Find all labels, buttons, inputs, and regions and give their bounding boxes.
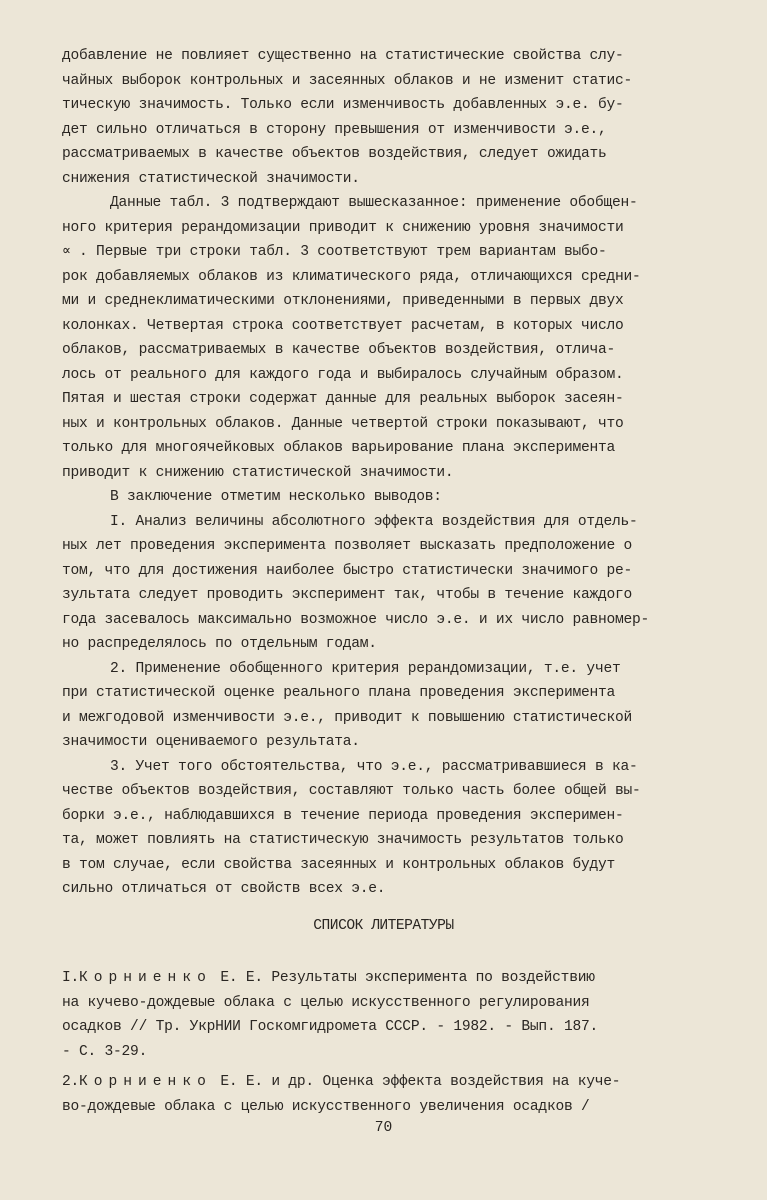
page-number: 70 [374,1120,393,1136]
paragraph-1 [62,44,730,191]
text-line: том, что для достижения наиболее быстро статистически значимого ре- [62,562,633,579]
text-line: та, может повлиять на статистическую значимость результатов только [62,832,624,848]
reference-author: Корниенко [79,970,212,986]
reference-title: Результаты эксперимента по воздействию [271,970,595,986]
paragraph-3 [62,485,730,510]
reference-continuation: - С. 3-29. [62,1043,148,1060]
reference-first-line [62,966,752,991]
text-line: года засевалось максимально возможное число э.е. и их число равномер- [62,611,650,628]
reference-continuation: осадков // Тр. УкрНИИ Госкомгидромета СССР. - 1982. - Вып. 187. [62,1019,598,1035]
reference-item [62,1070,752,1119]
reference-initials: Е. Е. и др. [220,1074,314,1090]
reference-title: Оценка эффекта воздействия на куче- [322,1074,621,1090]
reference-initials: Е. Е. [220,970,263,986]
paragraph-5 [62,657,730,755]
text-line: ми и среднеклиматическими отклонениями, приведенными в первых двух [62,293,624,309]
paragraph-2 [62,191,730,485]
reference-first-line [62,1070,752,1095]
text-line: в том случае, если свойства засеянных и контрольных облаков будут [62,856,615,873]
text-line: ного критерия рерандомизации приводит к снижению уровня значимости [62,219,624,236]
reference-item [62,966,752,1064]
text-line: I. Анализ величины абсолютного эффекта воздействия для отдель- [110,513,638,530]
text-line: облаков, рассматриваемых в качестве объектов воздействия, отлича- [62,342,615,358]
text-line: чайных выборок контрольных и засеянных облаков и не изменит статис- [62,72,633,89]
text-line: при статистической оценке реального плана проведения эксперимента [62,685,615,701]
text-line: колонках. Четвертая строка соответствует расчетам, в которых число [62,317,624,334]
text-line: Пятая и шестая строки содержат данные для реальных выборок засеян- [62,391,624,407]
text-line: 2. Применение обобщенного критерия рерандомизации, т.е. учет [110,660,621,677]
text-line: борки э.е., наблюдавшихся в течение периода проведения эксперимен- [62,807,624,824]
text-line: зультата следует проводить эксперимент так, чтобы в течение каждого [62,587,633,603]
text-line: В заключение отметим несколько выводов: [110,489,442,505]
text-line: только для многоячейковых облаков варьирование плана эксперимента [62,440,615,456]
paragraph-6 [62,755,730,902]
text-line: добавление не повлияет существенно на статистические свойства слу- [62,48,624,64]
text-line: дет сильно отличаться в сторону превышения от изменчивости э.е., [62,121,607,138]
text-line: ных и контрольных облаков. Данные четвертой строки показывают, что [62,415,624,432]
text-line: тическую значимость. Только если изменчивость добавленных э.е. бу- [62,97,624,113]
reference-author: Корниенко [79,1074,212,1090]
paragraph-4 [62,510,730,657]
text-line: ных лет проведения эксперимента позволяет высказать предположение о [62,538,633,554]
text-line: приводит к снижению статистической значимости. [62,464,454,481]
text-line: лось от реального для каждого года и выбиралось случайным образом. [62,366,624,383]
body-text [62,44,730,902]
text-line: 3. Учет того обстоятельства, что э.е., рассматривавшиеся в ка- [110,758,638,775]
text-line: сильно отличаться от свойств всех э.е. [62,881,386,897]
text-line: но распределялось по отдельным годам. [62,636,377,652]
references-heading: СПИСОК ЛИТЕРАТУРЫ [313,918,454,934]
reference-continuation: на кучево-дождевые облака с целью искусственного регулирования [62,994,590,1011]
text-line: и межгодовой изменчивости э.е., приводит к повышению статистической [62,709,633,726]
text-line: ∝ . Первые три строки табл. 3 соответствуют трем вариантам выбо- [62,244,607,260]
references-list [62,966,752,1125]
text-line: снижения статистической значимости. [62,170,360,187]
reference-number: 2. [62,1074,80,1090]
reference-number: I. [62,970,80,986]
text-line: значимости оцениваемого результата. [62,734,360,750]
text-line: Данные табл. 3 подтверждают вышесказанное: применение обобщен- [110,195,638,211]
reference-continuation: во-дождевые облака с целью искусственного увеличения осадков / [62,1098,590,1115]
text-line: рок добавляемых облаков из климатического ряда, отличающихся средни- [62,268,641,285]
text-line: рассматриваемых в качестве объектов воздействия, следует ожидать [62,146,607,162]
text-line: честве объектов воздействия, составляют только часть более общей вы- [62,783,641,799]
